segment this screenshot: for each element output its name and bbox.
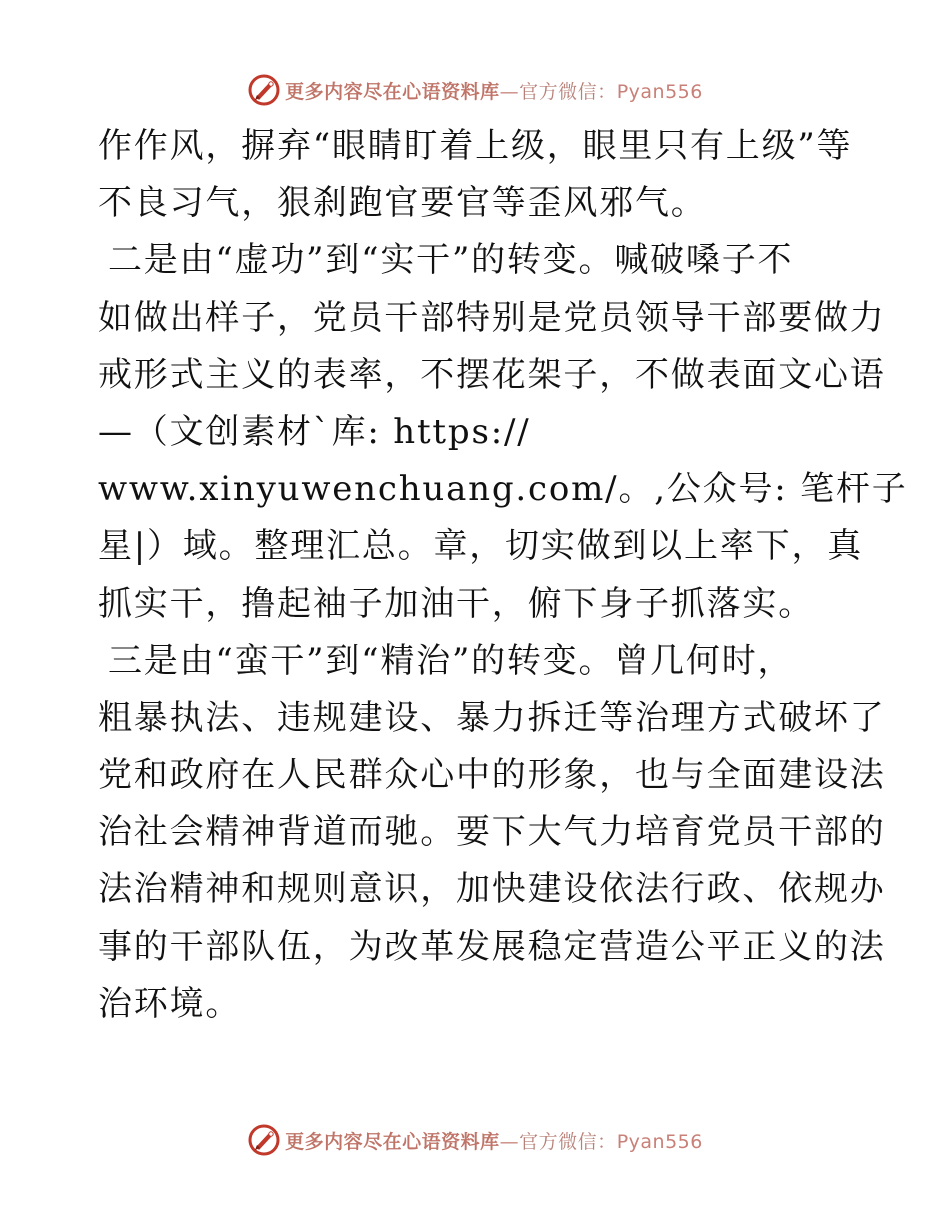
- pen-nib-logo-icon: [247, 73, 281, 107]
- body-line: 戒形式主义的表率，不摆花架子，不做表面文心语: [98, 354, 886, 395]
- banner-dash: —: [499, 80, 520, 103]
- body-line: 不良习气，狠刹跑官要官等歪风邪气。: [98, 183, 707, 224]
- header-banner: [0, 72, 950, 108]
- banner-dash: —: [499, 1130, 520, 1153]
- body-line: 星|）域。整理汇总。章，切实做到以上率下，真: [98, 526, 864, 567]
- body-line: 法治精神和规则意识，加快建设依法行政、依规办: [98, 869, 886, 910]
- pen-nib-logo-icon: [247, 1123, 281, 1157]
- body-line: 粗暴执法、违规建设、暴力拆迁等治理方式破坏了: [98, 697, 886, 738]
- banner-sub-text: 官方微信：: [519, 80, 617, 103]
- document-body: [98, 118, 908, 1033]
- banner-wechat-id: Pyan556: [616, 80, 703, 103]
- body-line: 如做出样子，党员干部特别是党员领导干部要做力: [98, 297, 886, 338]
- body-line: 抓实干，撸起袖子加油干，俯下身子抓落实。: [98, 583, 814, 624]
- body-line: 治社会精神背道而驰。要下大气力培育党员干部的: [98, 812, 886, 853]
- banner-main-text: 更多内容尽在心语资料库: [285, 80, 500, 103]
- body-line: www.xinyuwenchuang.com/。,公众号: 笔杆子: [98, 469, 908, 510]
- header-banner-text: [285, 77, 703, 104]
- banner-sub-text: 官方微信：: [519, 1130, 617, 1153]
- body-line: 事的干部队伍，为改革发展稳定营造公平正义的法: [98, 926, 886, 967]
- body-line: 党和政府在人民群众心中的形象，也与全面建设法: [98, 755, 886, 796]
- footer-banner: [0, 1122, 950, 1158]
- body-line: —（文创素材`库: https://: [98, 411, 531, 452]
- banner-wechat-id: Pyan556: [616, 1130, 703, 1153]
- banner-main-text: 更多内容尽在心语资料库: [285, 1130, 500, 1153]
- body-line: 三是由“蛮干”到“精治”的转变。曾几何时，: [108, 640, 794, 681]
- footer-banner-text: [285, 1127, 703, 1154]
- body-line: 二是由“虚功”到“实干”的转变。喊破嗓子不: [108, 240, 794, 281]
- body-line: 治环境。: [98, 983, 242, 1024]
- body-line: 作作风，摒弃“眼睛盯着上级，眼里只有上级”等: [98, 126, 853, 166]
